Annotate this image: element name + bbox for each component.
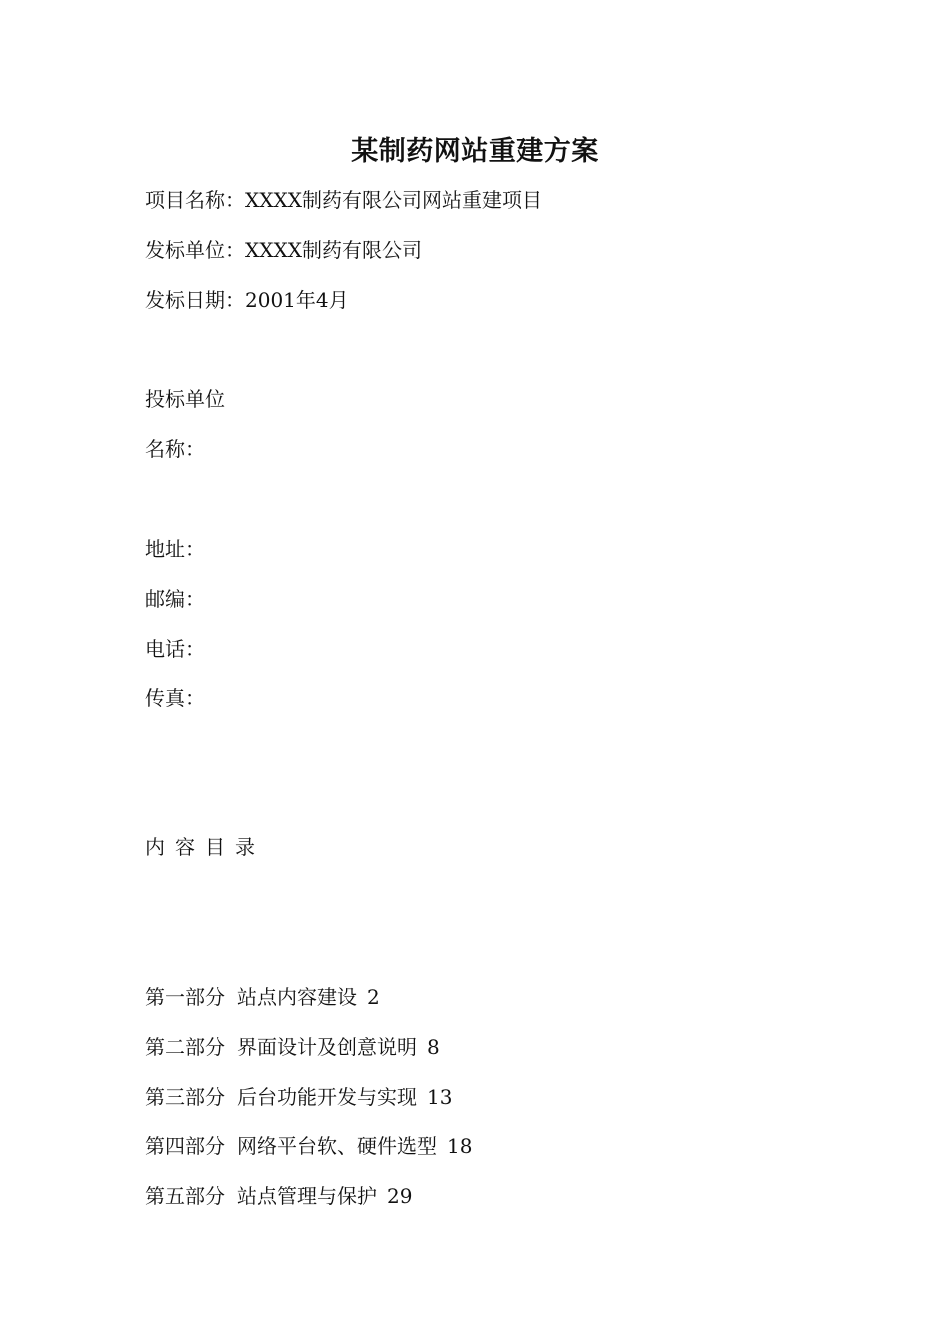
bidder-phone-field: 电话： — [145, 637, 205, 661]
bidder-section-heading: 投标单位 — [145, 387, 225, 411]
toc-entry-part: 第四部分 — [145, 1134, 225, 1158]
toc-entry — [145, 1132, 472, 1160]
issue-date-line: 发标日期：2001年4月 — [145, 288, 349, 312]
toc-entry — [145, 983, 380, 1011]
toc-entry-title: 后台功能开发与实现 — [237, 1085, 417, 1109]
issuer-line: 发标单位：XXXX制药有限公司 — [145, 238, 422, 262]
toc-entry-part: 第一部分 — [145, 985, 225, 1009]
bidder-address-field: 地址： — [145, 537, 205, 561]
bidder-postcode-field: 邮编： — [145, 587, 205, 611]
toc-entry-part: 第五部分 — [145, 1184, 225, 1208]
toc-entry-page: 2 — [367, 985, 380, 1009]
bidder-fax-field: 传真： — [145, 686, 205, 710]
toc-entry-part: 第三部分 — [145, 1085, 225, 1109]
toc-entry-title: 站点管理与保护 — [237, 1184, 377, 1208]
toc-entry-page: 29 — [387, 1184, 413, 1208]
toc-entry-title: 网络平台软、硬件选型 — [237, 1134, 437, 1158]
bidder-name-field: 名称： — [145, 437, 205, 461]
toc-entry — [145, 1182, 412, 1210]
toc-entry-page: 8 — [427, 1035, 440, 1059]
document-title: 某制药网站重建方案 — [351, 136, 599, 167]
toc-entry-part: 第二部分 — [145, 1035, 225, 1059]
toc-entry-title: 界面设计及创意说明 — [237, 1035, 417, 1059]
toc-heading: 内容目录 — [145, 835, 265, 859]
toc-entry-title: 站点内容建设 — [237, 985, 357, 1009]
project-name-line: 项目名称：XXXX制药有限公司网站重建项目 — [145, 188, 542, 212]
toc-entry-page: 18 — [447, 1134, 473, 1158]
toc-entry — [145, 1083, 452, 1111]
toc-entry — [145, 1033, 440, 1061]
toc-entry-page: 13 — [427, 1085, 453, 1109]
